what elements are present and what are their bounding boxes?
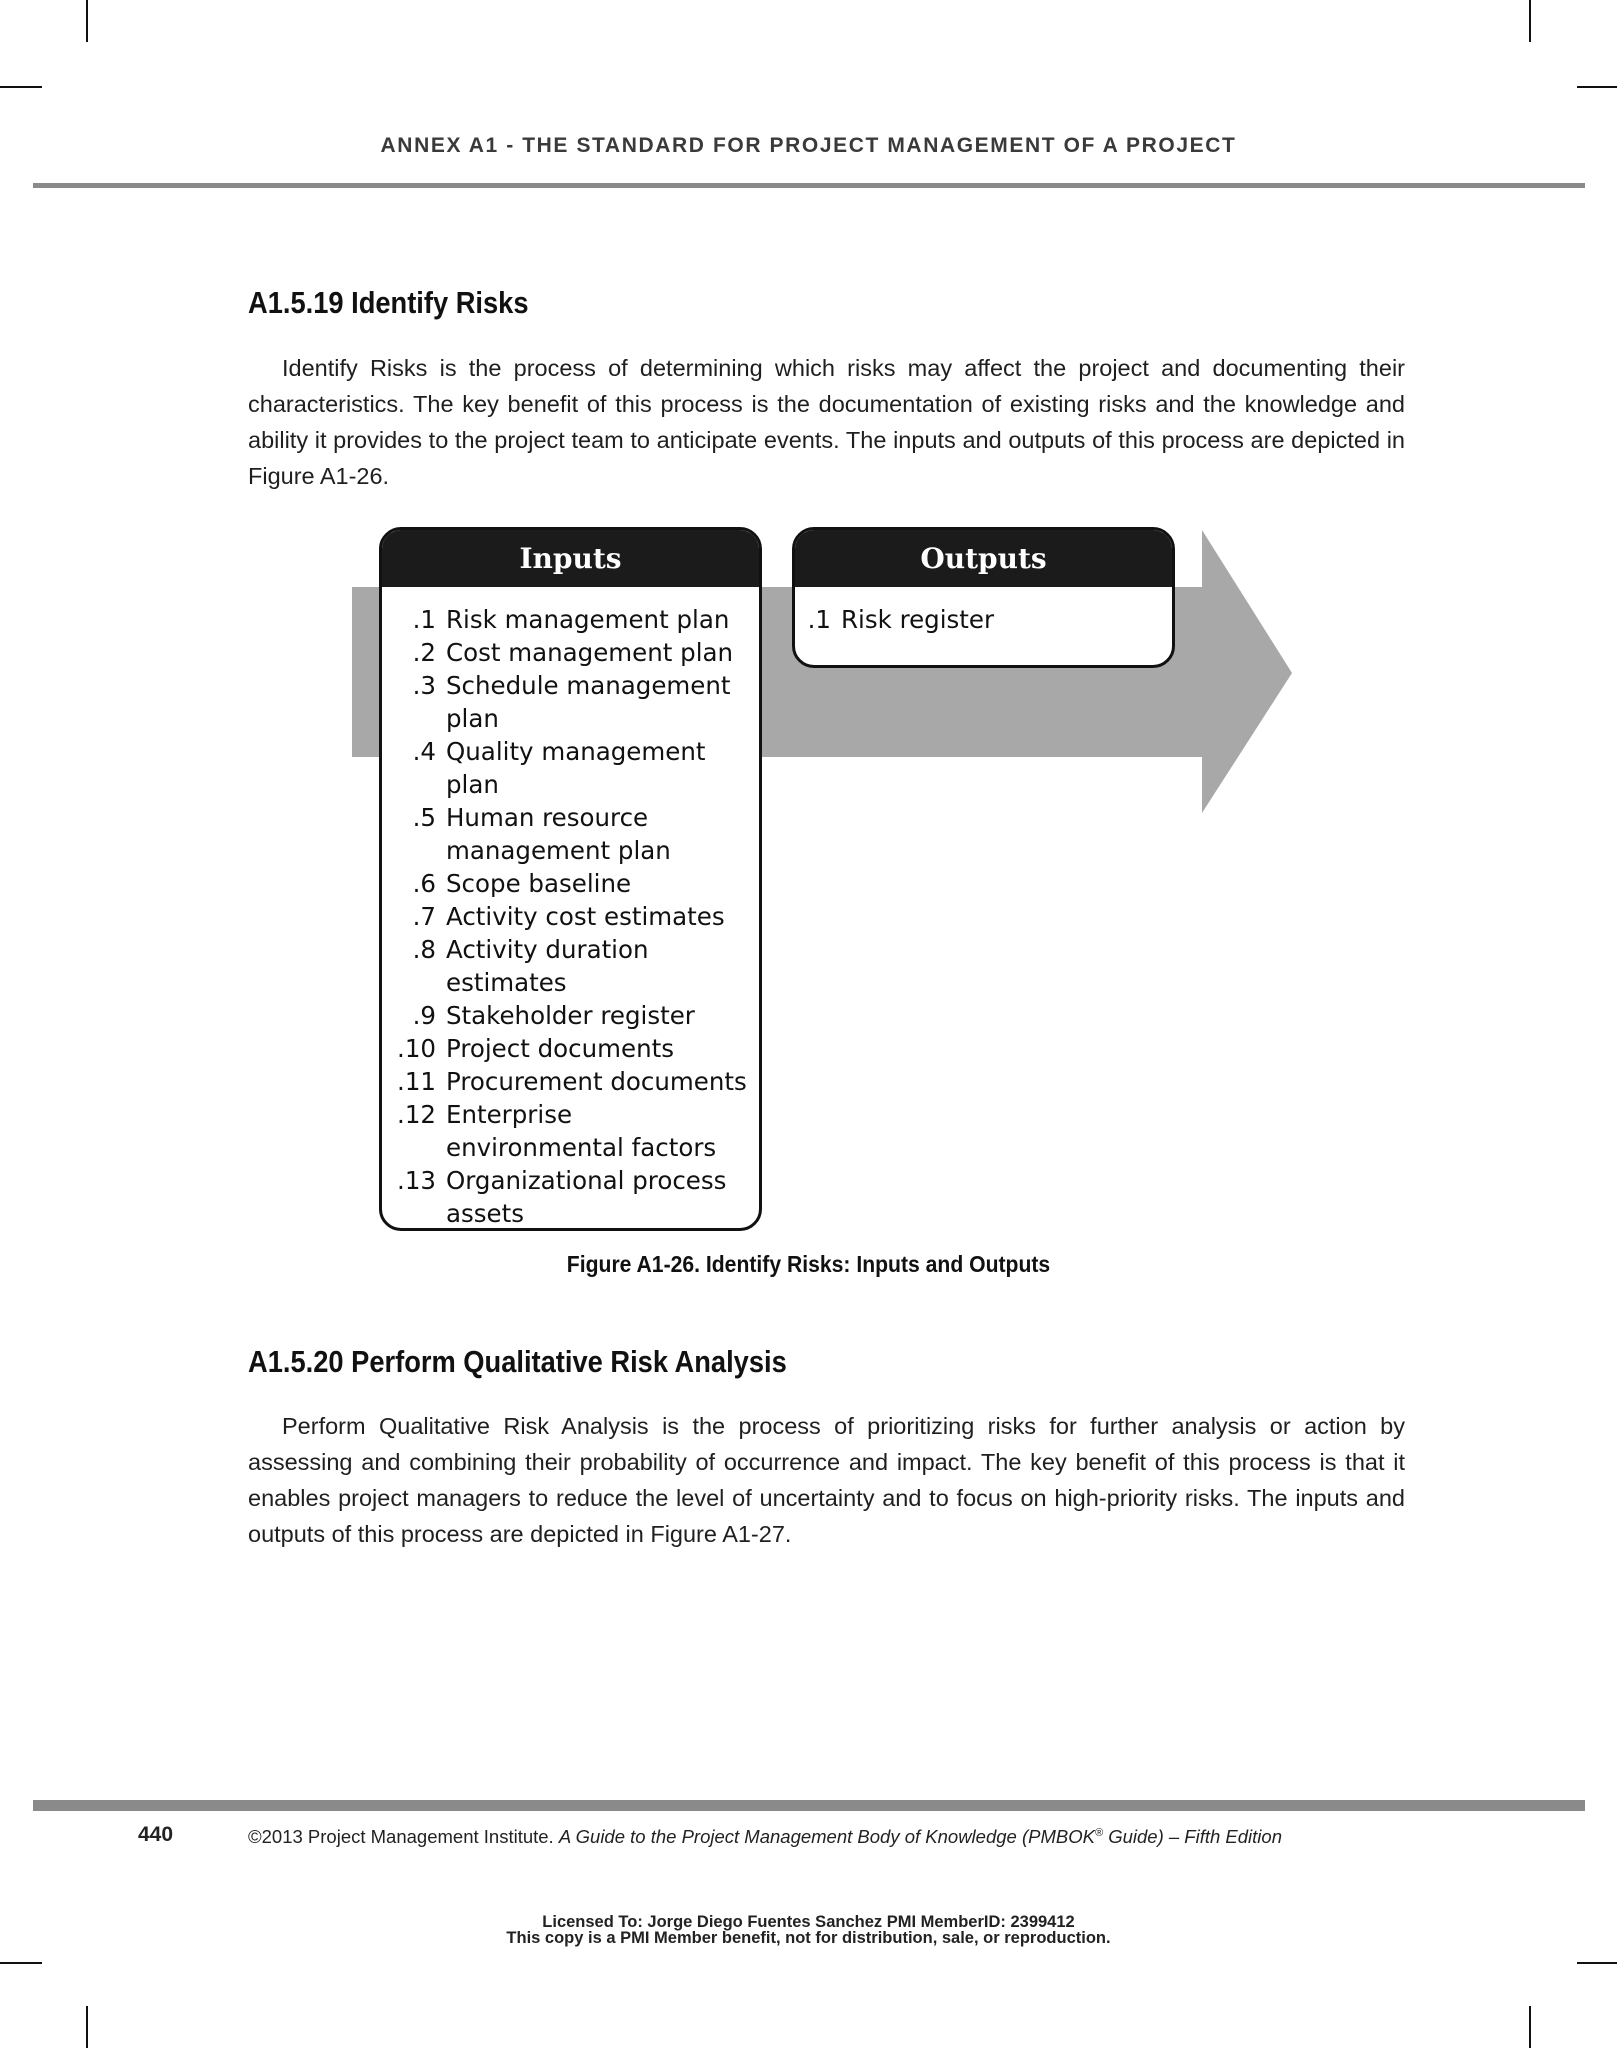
- license-line-2: This copy is a PMI Member benefit, not for distribution, sale, or reproduction.: [506, 1929, 1111, 1947]
- input-item-number: .3: [412, 671, 436, 700]
- input-item: [390, 867, 749, 900]
- figure-caption: Figure A1-26. Identify Risks: Inputs and Outputs: [566, 1251, 1051, 1277]
- output-item-number: .1: [807, 605, 831, 634]
- header-rule: [33, 183, 1585, 188]
- input-item: [390, 1032, 749, 1065]
- input-item: [390, 603, 749, 636]
- input-item-number: .5: [412, 803, 436, 832]
- input-item-number: .11: [397, 1067, 436, 1096]
- crop-mark: [1577, 86, 1617, 88]
- input-item-text: Activity cost estimates: [446, 902, 725, 931]
- input-item-number: .10: [397, 1034, 436, 1063]
- input-item: [390, 900, 749, 933]
- inputs-box: [379, 527, 762, 1231]
- footer-copyright: ©2013 Project Management Institute.: [248, 1826, 554, 1847]
- input-item-text: Quality management plan: [446, 737, 706, 799]
- input-item-number: .8: [412, 935, 436, 964]
- page-number: 440: [138, 1823, 174, 1846]
- input-item-text: Activity duration estimates: [446, 935, 649, 997]
- input-item: [390, 669, 749, 735]
- input-item: [390, 933, 749, 999]
- output-item-text: Risk register: [841, 605, 995, 634]
- input-item-number: .1: [412, 605, 436, 634]
- input-item: [390, 1164, 749, 1230]
- license-line-1: Licensed To: Jorge Diego Fuentes Sanchez PMI MemberID: 2399412: [542, 1913, 1075, 1931]
- running-header: ANNEX A1 - THE STANDARD FOR PROJECT MANAGEMENT OF A PROJECT: [380, 134, 1237, 157]
- footer-rule: [33, 1800, 1585, 1811]
- input-item: [390, 1065, 749, 1098]
- footer-book-title-end: Guide) – Fifth Edition: [1103, 1826, 1282, 1847]
- input-item-text: Enterprise environmental factors: [446, 1100, 717, 1162]
- crop-mark: [1529, 2006, 1531, 2048]
- input-item-number: .9: [412, 1001, 436, 1030]
- section-heading-identify-risks: A1.5.19 Identify Risks: [248, 285, 529, 320]
- section-heading-qualitative-risk-analysis: A1.5.20 Perform Qualitative Risk Analysis: [248, 1344, 787, 1379]
- input-item-text: Schedule management plan: [446, 671, 731, 733]
- input-item-number: .12: [397, 1100, 436, 1129]
- input-item-text: Project documents: [446, 1034, 674, 1063]
- section-paragraph-qualitative-risk-analysis: Perform Qualitative Risk Analysis is the process of prioritizing risks for further analysis or action by assessing and combining their probability of occurrence and impact. The key benefit of this process is that it enables project managers to reduce the level of uncertainty and to focus on high-priority risks. The inputs and outputs of this process are depicted in Figure A1-27.: [248, 1413, 1405, 1547]
- crop-mark: [1577, 1962, 1617, 1964]
- footer-citation: [248, 1826, 1282, 1848]
- inputs-list: [382, 587, 759, 1231]
- crop-mark: [1529, 0, 1531, 42]
- footer-book-title: A Guide to the Project Management Body of Knowledge (PMBOK: [558, 1826, 1095, 1847]
- outputs-box-title: Outputs: [795, 530, 1172, 587]
- input-item-text: Scope baseline: [446, 869, 632, 898]
- input-item-number: .6: [412, 869, 436, 898]
- crop-mark: [0, 86, 42, 88]
- input-item-number: .4: [412, 737, 436, 766]
- input-item-text: Human resource management plan: [446, 803, 671, 865]
- input-item-text: Risk management plan: [446, 605, 730, 634]
- input-item-number: .2: [412, 638, 436, 667]
- input-item-text: Cost management plan: [446, 638, 734, 667]
- input-item: [390, 801, 749, 867]
- inputs-box-title: Inputs: [382, 530, 759, 587]
- output-item: [803, 603, 1162, 636]
- figure-inputs-outputs: [340, 515, 1300, 1235]
- input-item-number: .13: [397, 1166, 436, 1195]
- input-item: [390, 735, 749, 801]
- crop-mark: [0, 1962, 42, 1964]
- crop-mark: [86, 2006, 88, 2048]
- input-item-text: Stakeholder register: [446, 1001, 695, 1030]
- input-item-text: Procurement documents: [446, 1067, 747, 1096]
- section-paragraph-identify-risks: Identify Risks is the process of determining which risks may affect the project and documenting their characteristics. The key benefit of this process is the documentation of existing risks and the knowledge and ability it provides to the project team to anticipate events. The inputs and outputs of this process are depicted in Figure A1-26.: [248, 355, 1405, 489]
- registered-mark: ®: [1094, 1826, 1104, 1839]
- input-item-number: .7: [412, 902, 436, 931]
- outputs-list: [795, 587, 1172, 646]
- crop-mark: [86, 0, 88, 42]
- input-item: [390, 1098, 749, 1164]
- input-item-text: Organizational process assets: [446, 1166, 727, 1228]
- outputs-box: [792, 527, 1175, 668]
- input-item: [390, 636, 749, 669]
- input-item: [390, 999, 749, 1032]
